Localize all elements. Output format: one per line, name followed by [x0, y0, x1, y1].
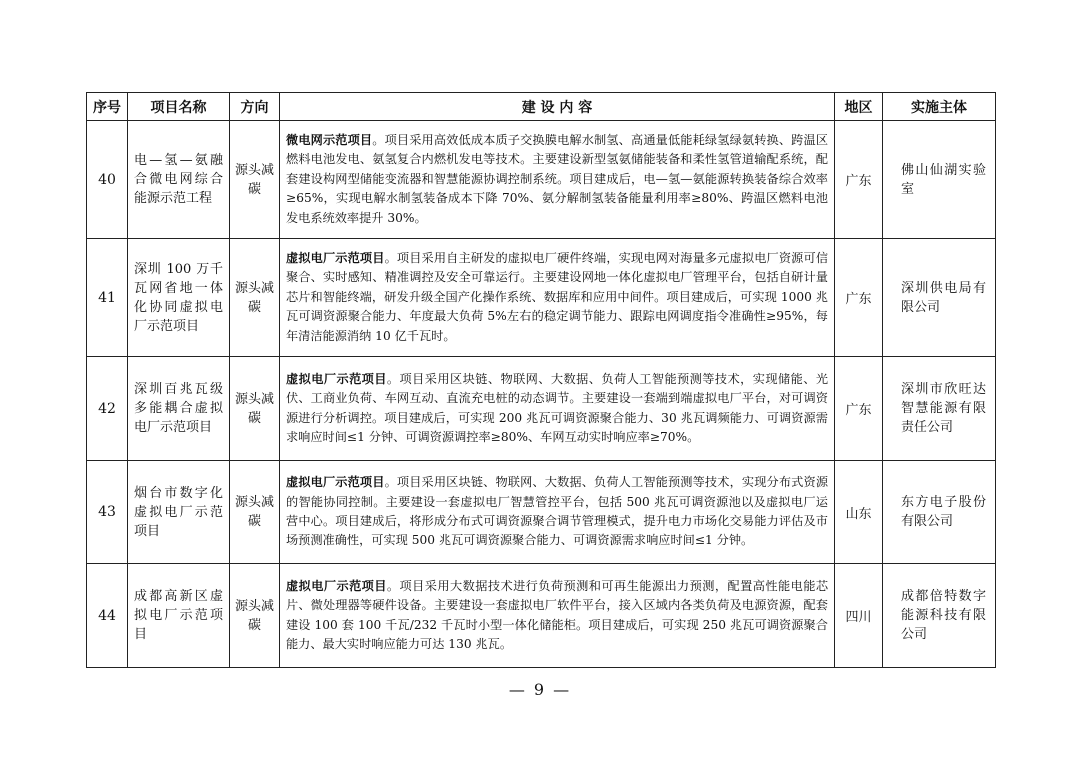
table-row — [87, 461, 996, 564]
content-keyword: 虚拟电厂示范项目 — [286, 578, 387, 593]
table-row — [87, 564, 996, 668]
row-number: 44 — [87, 564, 128, 668]
content-text: 。项目采用高效低成本质子交换膜电解水制氢、高通量低能耗绿氢绿氨转换、跨温区燃料电池发电、氨氢复合内燃机发电等技术。主要建设新型氢氨储能装备和柔性氢管道输配系统，配套建设构网型储能变流器和智慧能源协调控制系统。项目建成后，电—氢—氨能源转换装备综合效率≥65%，实现电解水制氢装备成本下降 70%、氨分解制氢装备能量利用率≥80%、跨温区燃料电池发电系统效率提升 30%。 — [286, 132, 829, 225]
project-content — [280, 357, 835, 461]
header-name: 项目名称 — [128, 93, 230, 121]
content-text: 。项目采用大数据技术进行负荷预测和可再生能源出力预测，配置高性能电能芯片、微处理器等硬件设备。主要建设一套虚拟电厂软件平台，接入区域内各类负荷及电源资源，配套建设 100 套 100 千瓦/232 千瓦时小型一体化储能柜。项目建成后，可实现 250 兆瓦可调资源聚合能力、最大实时响应能力可达 130 兆瓦。 — [286, 578, 829, 651]
row-number: 41 — [87, 239, 128, 357]
project-name: 深圳百兆瓦级多能耦合虚拟电厂示范项目 — [128, 357, 230, 461]
project-region: 四川 — [835, 564, 883, 668]
page-number: — 9 — — [508, 680, 572, 699]
project-org: 深圳市欣旺达智慧能源有限责任公司 — [883, 357, 996, 461]
table-row — [87, 121, 996, 239]
project-region: 广东 — [835, 121, 883, 239]
row-number: 43 — [87, 461, 128, 564]
project-direction — [230, 239, 280, 357]
project-org: 深圳供电局有限公司 — [883, 239, 996, 357]
project-name: 成都高新区虚拟电厂示范项目 — [128, 564, 230, 668]
header-seq: 序号 — [87, 93, 128, 121]
content-text: 。项目采用区块链、物联网、大数据、负荷人工智能预测等技术，实现分布式资源的智能协同控制。主要建设一套虚拟电厂智慧管控平台，包括 500 兆瓦可调资源池以及虚拟电厂运营中心。项目建成后，将形成分布式可调资源聚合调节管理模式，提升电力市场化交易能力评估及市场预测准确性，可实现 500 兆瓦可调资源聚合能力、可调资源需求响应时间≤1 分钟。 — [286, 475, 829, 548]
project-org: 东方电子股份有限公司 — [883, 461, 996, 564]
projects-table — [86, 92, 996, 668]
table-header-row — [87, 93, 996, 121]
project-content — [280, 239, 835, 357]
project-direction — [230, 461, 280, 564]
project-org: 成都倍特数字能源科技有限公司 — [883, 564, 996, 668]
project-name: 电—氢—氨融合微电网综合能源示范工程 — [128, 121, 230, 239]
project-org: 佛山仙湖实验室 — [883, 121, 996, 239]
header-region: 地区 — [835, 93, 883, 121]
project-name: 烟台市数字化虚拟电厂示范项目 — [128, 461, 230, 564]
project-name: 深圳 100 万千瓦网省地一体化协同虚拟电厂示范项目 — [128, 239, 230, 357]
project-content — [280, 121, 835, 239]
project-region: 广东 — [835, 239, 883, 357]
project-direction — [230, 564, 280, 668]
project-direction — [230, 121, 280, 239]
direction-text: 源头减碳 — [234, 162, 274, 197]
content-keyword: 虚拟电厂示范项目 — [286, 371, 387, 386]
project-direction — [230, 357, 280, 461]
row-number: 42 — [87, 357, 128, 461]
table-row — [87, 357, 996, 461]
direction-text: 源头减碳 — [234, 280, 274, 315]
project-region: 山东 — [835, 461, 883, 564]
direction-text: 源头减碳 — [234, 495, 274, 529]
content-keyword: 微电网示范项目 — [286, 132, 373, 147]
content-text: 。项目采用区块链、物联网、大数据、负荷人工智能预测等技术，实现储能、光伏、工商业负荷、车网互动、直流充电桩的动态调节。主要建设一套端到端虚拟电厂平台，对可调资源进行分析调控。项目建成后，可实现 200 兆瓦可调资源聚合能力、30 兆瓦调频能力、可调资源需求响应时间≤1 分钟、可调资源调控率≥80%、车网互动实时响应率≥70%。 — [286, 371, 829, 444]
direction-text: 源头减碳 — [234, 391, 274, 426]
header-org: 实施主体 — [883, 93, 996, 121]
content-text: 。项目采用自主研发的虚拟电厂硬件终端，实现电网对海量多元虚拟电厂资源可信聚合、实时感知、精准调控及安全可靠运行。主要建设网地一体化虚拟电厂管理平台，包括自研计量芯片和智能终端，研发升级全国产化操作系统、数据库和应用中间件。项目建成后，可实现 1000 兆瓦可调资源聚合能力、年度最大负荷 5%左右的稳定调节能力、跟踪电网调度指令准确性≥95%，每年清洁能源消纳 10 亿千瓦时。 — [286, 250, 829, 343]
direction-text: 源头减碳 — [234, 598, 274, 633]
project-region: 广东 — [835, 357, 883, 461]
content-keyword: 虚拟电厂示范项目 — [286, 250, 385, 265]
project-content — [280, 564, 835, 668]
header-content: 建 设 内 容 — [280, 93, 835, 121]
project-content — [280, 461, 835, 564]
table-row — [87, 239, 996, 357]
header-direction: 方向 — [230, 93, 280, 121]
content-keyword: 虚拟电厂示范项目 — [286, 475, 385, 490]
row-number: 40 — [87, 121, 128, 239]
